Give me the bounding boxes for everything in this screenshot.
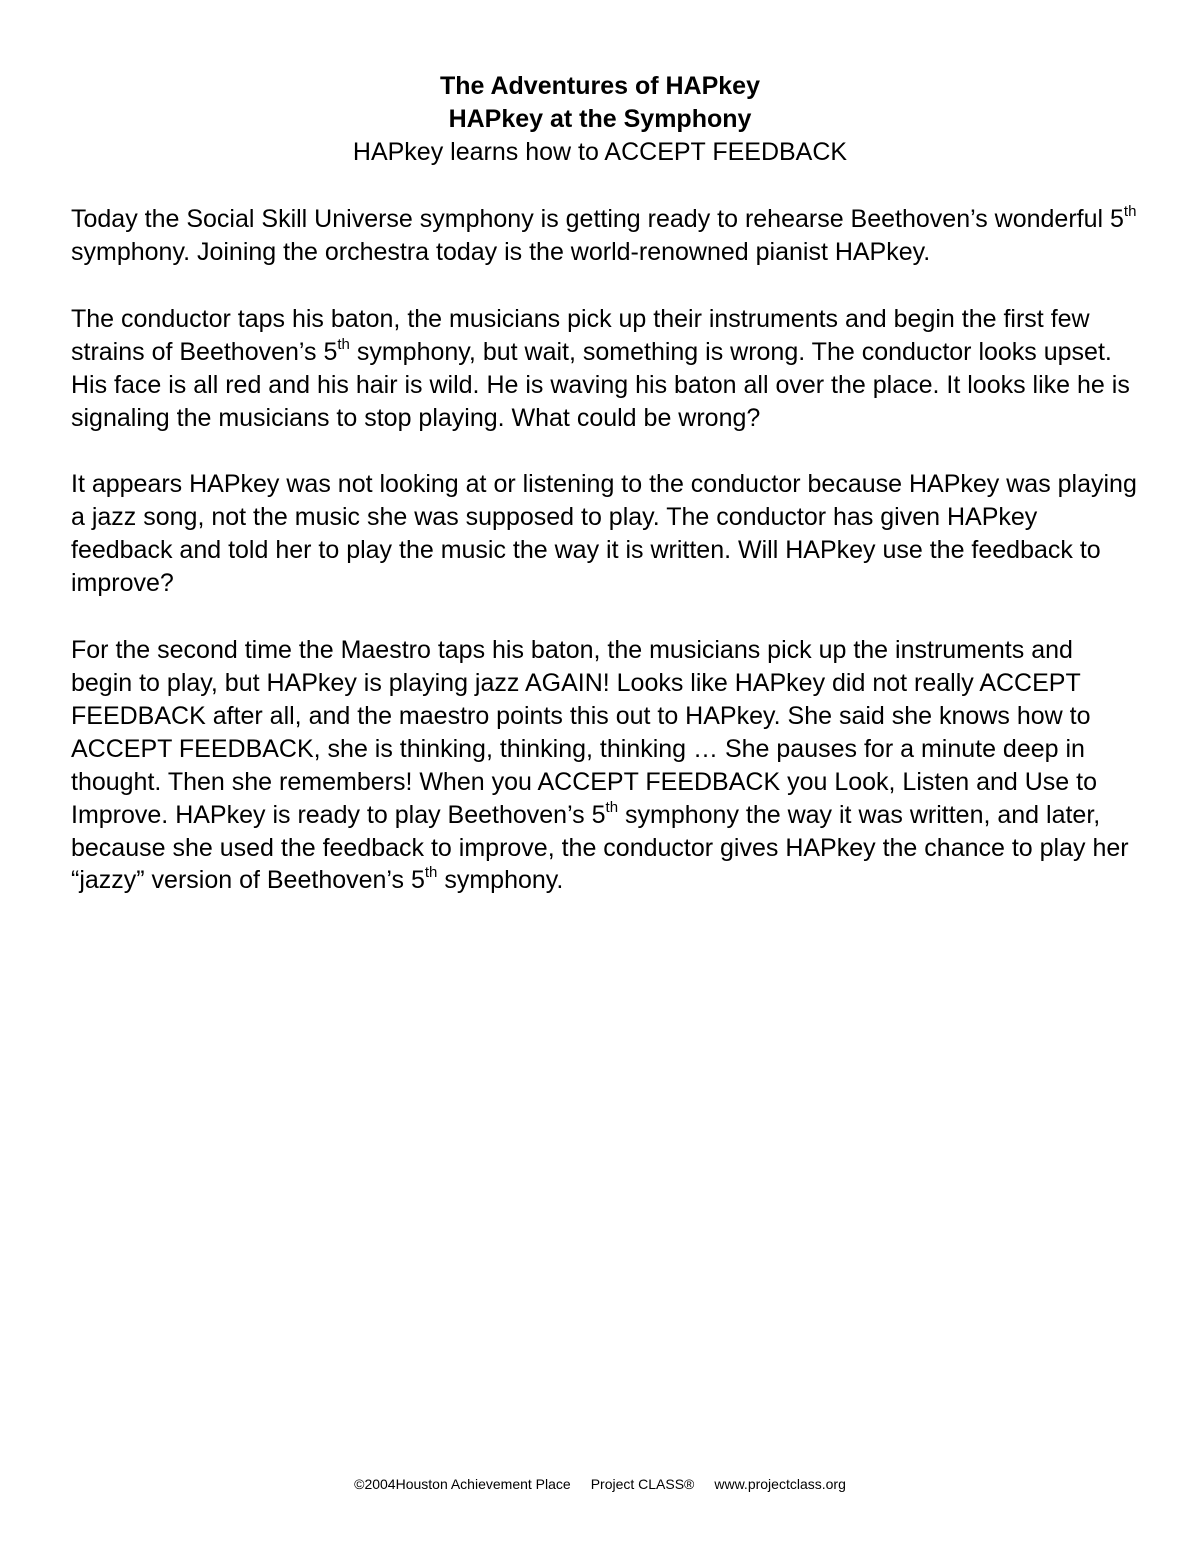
paragraph-4-text-b: symphony the way it was written, and later, because she used the feedback to improve, the conductor gives HAPkey the chance to play her “jazzy” version of Beethoven’s 5 (71, 800, 1129, 895)
paragraph-4-superscript-1: th (605, 798, 619, 816)
paragraph-2-superscript: th (337, 335, 350, 353)
paragraph-4-text-c: symphony. (437, 866, 564, 895)
document-subtitle: HAPkey at the Symphony (448, 105, 752, 133)
story-paragraph-3: It appears HAPkey was not looking at or listening to the conductor because HAPkey was playing a jazz song, not the music she was supposed to play. The conductor has given HAPkey feedback and told her to play the music the way it is written. Will HAPkey use the feedback to improve? (71, 470, 1137, 598)
paragraph-4-superscript-2: th (424, 864, 438, 882)
story-paragraph-4 (71, 634, 1141, 897)
lesson-heading: HAPkey learns how to ACCEPT FEEDBACK (352, 138, 848, 166)
story-body (71, 203, 1141, 931)
footer-copyright: ©2004Houston Achievement Place (354, 1476, 571, 1492)
document-header (0, 70, 1200, 169)
footer-project: Project CLASS® (590, 1476, 695, 1492)
story-paragraph-1 (71, 203, 1141, 269)
paragraph-2-text-a: The conductor taps his baton, the musicians pick up their instruments and begin the first few strains of Beethoven’s 5 (71, 304, 1090, 366)
paragraph-2-text-b: symphony, but wait, something is wrong. The conductor looks upset. His face is all red and his hair is wild. He is waving his baton all over the place. It looks like he is signaling the musicians to stop playing. What could be wrong? (71, 337, 1130, 432)
paragraph-1-text-a: Today the Social Skill Universe symphony is getting ready to rehearse Beethoven’s wonderful 5 (71, 205, 1124, 233)
paragraph-1-superscript: th (1123, 203, 1137, 220)
footer-website: www.projectclass.org (714, 1476, 846, 1492)
story-paragraph-2 (71, 303, 1141, 435)
page-footer (0, 1475, 1200, 1493)
paragraph-4-text-a: For the second time the Maestro taps his baton, the musicians pick up the instruments and begin to play, but HAPkey is playing jazz AGAIN! Looks like HAPkey did not really ACCEPT FEEDBACK after all, and the maestro points this out to HAPkey. She said she knows how to ACCEPT FEEDBACK, she is thinking, thinking, thinking … She pauses for a minute deep in thought. Then she remembers! When you ACCEPT FEEDBACK you Look, Listen and Use to Improve. HAPkey is ready to play Beethoven’s 5 (71, 636, 1097, 829)
document-title: The Adventures of HAPkey (440, 72, 760, 100)
paragraph-1-text-b: symphony. Joining the orchestra today is the world-renowned pianist HAPkey. (71, 237, 931, 266)
